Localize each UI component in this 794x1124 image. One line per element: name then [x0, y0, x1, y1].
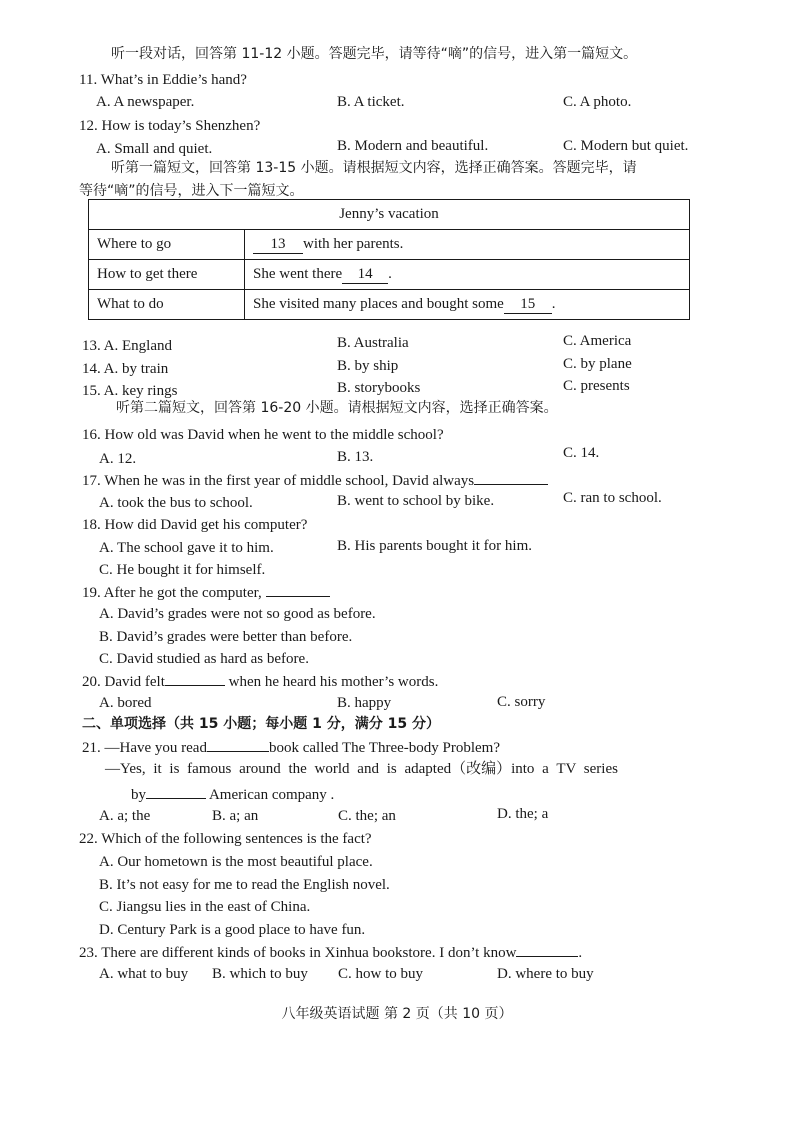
- q12-option-b: B. Modern and beautiful.: [337, 138, 489, 154]
- q21-line2: —Yes, it is famous around the world and is adapted（改编）into a TV series: [105, 761, 618, 777]
- q22-option-a: A. Our hometown is the most beautiful place.: [99, 854, 373, 870]
- q13-option-b: B. Australia: [337, 335, 409, 351]
- blank-13: 13: [253, 236, 303, 254]
- q16-option-a: A. 12.: [99, 451, 137, 467]
- q12-option-a: A. Small and quiet.: [96, 141, 213, 157]
- q22-option-b: B. It’s not easy for me to read the English novel.: [99, 877, 390, 893]
- q21-blank-1: [207, 737, 269, 752]
- q19-option-c: C. David studied as hard as before.: [99, 651, 309, 667]
- q12-text: How is today’s Shenzhen?: [101, 118, 261, 134]
- q22-stem: 22. Which of the following sentences is the fact?: [79, 831, 372, 847]
- q13-option-a: 13. A. England: [82, 338, 172, 354]
- intro-11-12: 听一段对话，回答第 11-12 小题。答题完毕，请等待“嘀”的信号，进入第一篇短文。: [111, 46, 638, 62]
- q16-stem: 16. How old was David when he went to the middle school?: [82, 427, 444, 443]
- q11-option-c: C. A photo.: [563, 94, 632, 110]
- q16-option-b: B. 13.: [337, 449, 374, 465]
- q21-line3: by American company .: [131, 784, 334, 805]
- q21-option-c: C. the; an: [338, 808, 396, 824]
- q12-option-c: C. Modern but quiet.: [563, 138, 689, 154]
- q19-stem: 19. After he got the computer,: [82, 582, 330, 603]
- q16-option-c: C. 14.: [563, 445, 600, 461]
- blank-14: 14: [342, 266, 388, 284]
- q21-line1: 21. —Have you read book called The Three-body Problem?: [82, 737, 500, 758]
- q12-stem: [79, 116, 260, 136]
- q11-option-b: B. A ticket.: [337, 94, 405, 110]
- row-label: How to get there: [89, 260, 245, 290]
- q14-option-b: B. by ship: [337, 358, 399, 374]
- q11-number: 11.: [79, 72, 98, 88]
- row-content: 13 with her parents.: [245, 230, 690, 260]
- q19-option-a: A. David’s grades were not so good as before.: [99, 606, 376, 622]
- blank-15: 15: [504, 296, 552, 314]
- table-row: [89, 230, 690, 260]
- intro-16-20: 听第二篇短文，回答第 16-20 小题。请根据短文内容，选择正确答案。: [116, 400, 558, 416]
- q20-option-c: C. sorry: [497, 694, 546, 710]
- q17-option-b: B. went to school by bike.: [337, 493, 495, 509]
- section-2-heading: 二、单项选择（共 15 小题；每小题 1 分，满分 15 分）: [82, 716, 440, 732]
- q11-stem: [79, 70, 247, 90]
- q15-option-b: B. storybooks: [337, 380, 421, 396]
- row-label: Where to go: [89, 230, 245, 260]
- q23-option-b: B. which to buy: [212, 966, 308, 982]
- q23-blank: [516, 942, 578, 957]
- q11-option-a: A. A newspaper.: [96, 94, 195, 110]
- q18-stem: 18. How did David get his computer?: [82, 517, 308, 533]
- intro-13-15-line1: 听第一篇短文，回答第 13-15 小题。请根据短文内容，选择正确答案。答题完毕，请: [111, 160, 637, 176]
- q12-number: 12.: [79, 118, 98, 134]
- q20-stem: 20. David felt when he heard his mother’s words.: [82, 671, 438, 692]
- q20-blank: [165, 671, 225, 686]
- q21-option-b: B. a; an: [212, 808, 259, 824]
- q14-option-c: C. by plane: [563, 356, 632, 372]
- q17-option-c: C. ran to school.: [563, 490, 662, 506]
- q11-text: What’s in Eddie’s hand?: [100, 72, 247, 88]
- q23-option-a: A. what to buy: [99, 966, 189, 982]
- jenny-vacation-table: [88, 199, 690, 320]
- q22-option-c: C. Jiangsu lies in the east of China.: [99, 899, 311, 915]
- intro-13-15-line2: 等待“嘀”的信号，进入下一篇短文。: [79, 183, 304, 199]
- q15-option-a: 15. A. key rings: [82, 383, 178, 399]
- q17-option-a: A. took the bus to school.: [99, 495, 253, 511]
- row-label: What to do: [89, 290, 245, 320]
- q19-option-b: B. David’s grades were better than before.: [99, 629, 353, 645]
- q18-option-a: A. The school gave it to him.: [99, 540, 274, 556]
- q20-option-a: A. bored: [99, 695, 152, 711]
- table-row: [89, 260, 690, 290]
- table-title: Jenny’s vacation: [89, 200, 690, 230]
- row-content: She visited many places and bought some 15 .: [245, 290, 690, 320]
- q21-blank-2: [146, 784, 206, 799]
- q20-option-b: B. happy: [337, 695, 392, 711]
- q23-option-c: C. how to buy: [338, 966, 424, 982]
- q17-blank: [474, 470, 548, 485]
- q19-blank: [266, 582, 330, 597]
- page-footer: 八年级英语试题 第 2 页（共 10 页）: [281, 1006, 513, 1022]
- table-row: [89, 290, 690, 320]
- q18-option-c: C. He bought it for himself.: [99, 562, 266, 578]
- q17-stem: 17. When he was in the first year of middle school, David always: [82, 470, 548, 491]
- q22-option-d: D. Century Park is a good place to have fun.: [99, 922, 366, 938]
- q23-stem: 23. There are different kinds of books in Xinhua bookstore. I don’t know .: [79, 942, 582, 963]
- q13-option-c: C. America: [563, 333, 632, 349]
- q15-option-c: C. presents: [563, 378, 630, 394]
- q18-option-b: B. His parents bought it for him.: [337, 538, 532, 554]
- q21-option-a: A. a; the: [99, 808, 151, 824]
- row-content: She went there 14 .: [245, 260, 690, 290]
- q21-option-d: D. the; a: [497, 806, 549, 822]
- q23-option-d: D. where to buy: [497, 966, 594, 982]
- q14-option-a: 14. A. by train: [82, 361, 169, 377]
